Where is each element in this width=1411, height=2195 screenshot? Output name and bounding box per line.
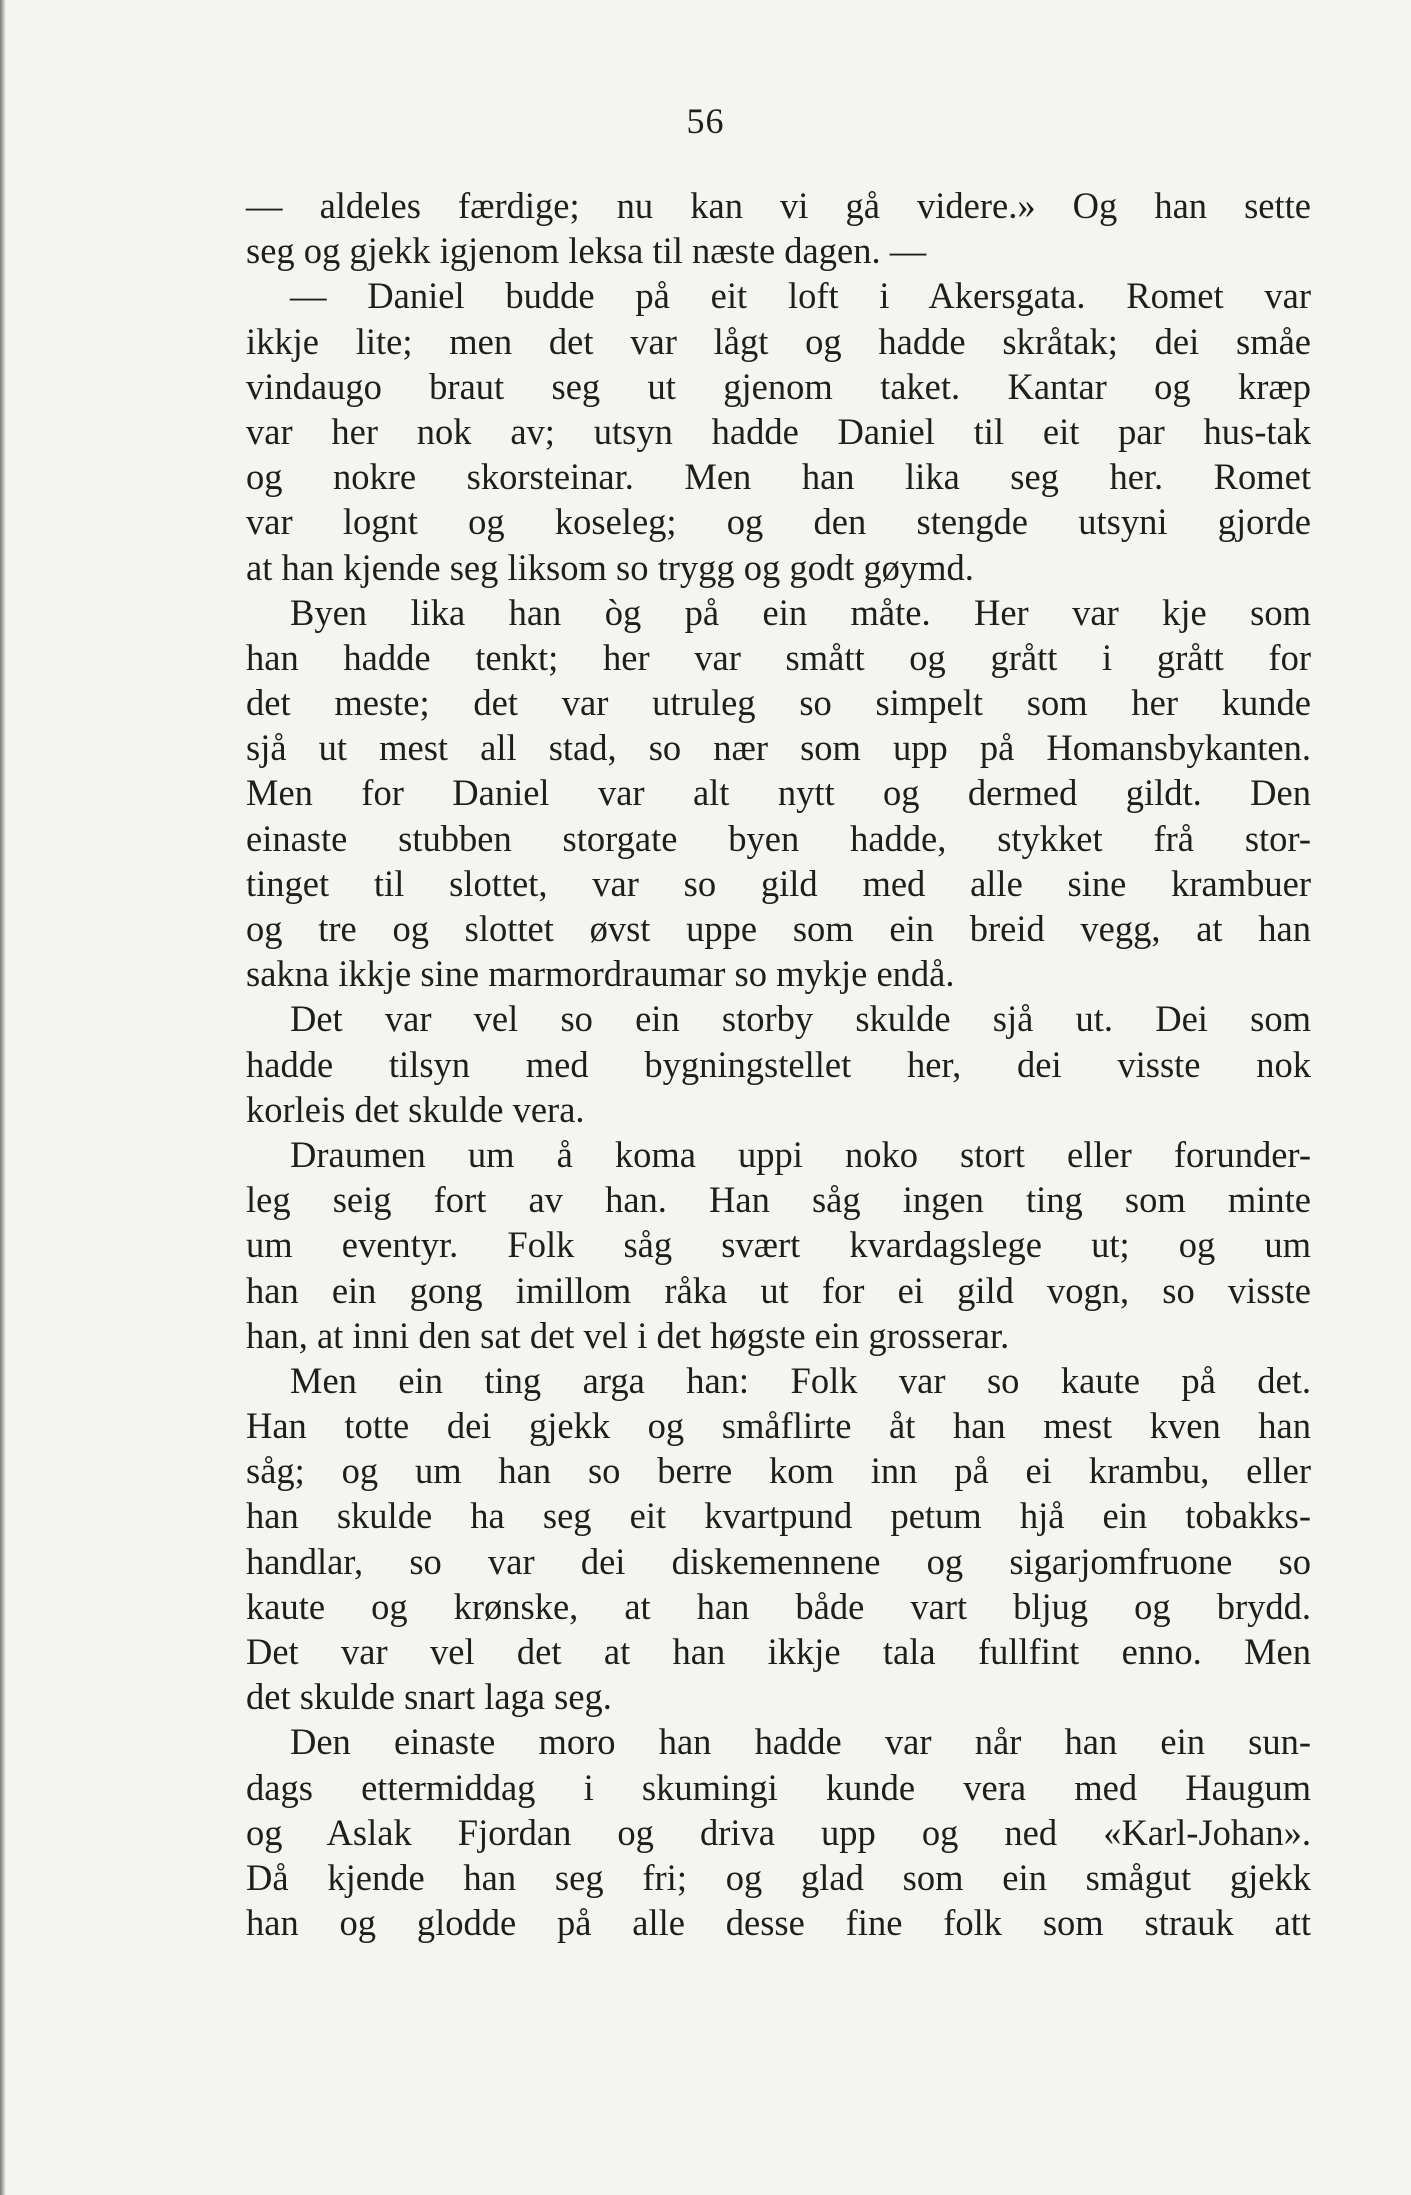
text-line: sjå ut mest all stad, so nær som upp på Homansbykanten. [246,727,1311,769]
text-line: dags ettermiddag i skumingi kunde vera med Haugum [246,1766,1311,1808]
text-line: det skulde snart laga seg. [246,1676,612,1718]
text-line: Men ein ting arga han: Folk var so kaute på det. [290,1359,1311,1401]
text-line: Han totte dei gjekk og småflirte åt han mest kven han [246,1405,1311,1447]
text-line: Det var vel det at han ikkje tala fullfint enno. Men [246,1631,1311,1672]
text-line: leg seig fort av han. Han såg ingen ting som minte [246,1179,1311,1221]
text-line: seg og gjekk igjenom leksa til næste dagen. — [246,230,927,272]
text-line: — Daniel budde på eit loft i Akersgata. Romet var [290,275,1311,317]
text-line: han skulde ha seg eit kvartpund petum hjå ein tobakks- [246,1495,1311,1537]
text-line: han hadde tenkt; her var smått og grått i grått for [246,636,1311,678]
text-line: var lognt og koseleg; og den stengde utsyni gjorde [246,501,1311,543]
text-line: og Aslak Fjordan og driva upp og ned «Karl-Johan». [246,1811,1311,1853]
page-number: 56 [686,101,725,141]
text-line: tinget til slottet, var so gild med alle sine krambuer [246,862,1311,904]
text-line: — aldeles færdige; nu kan vi gå videre.» Og han sette [246,185,1311,226]
text-line: Det var vel so ein storby skulde sjå ut. Dei som [290,998,1311,1040]
body-text [246,183,1311,1945]
text-line: at han kjende seg liksom so trygg og godt gøymd. [246,546,974,588]
text-line: einaste stubben storgate byen hadde, stykket frå stor- [246,817,1311,859]
text-line: Byen lika han òg på ein måte. Her var kje som [290,591,1311,633]
text-line: og tre og slottet øvst uppe som ein breid vegg, at han [246,908,1311,949]
text-line: sakna ikkje sine marmordraumar so mykje endå. [246,953,955,995]
page-edge-shadow [0,0,6,2195]
text-line: og nokre skorsteinar. Men han lika seg her. Romet [246,456,1311,498]
text-line: kaute og krønske, at han både vart bljug og brydd. [246,1585,1311,1627]
text-line: ikkje lite; men det var lågt og hadde skråtak; dei småe [246,320,1311,362]
text-line: han, at inni den sat det vel i det høgste ein grosserar. [246,1314,1010,1356]
text-line: han og glodde på alle desse fine folk som strauk att [246,1902,1311,1944]
text-line: handlar, so var dei diskemennene og sigarjomfruone so [246,1540,1311,1582]
text-line: det meste; det var utruleg so simpelt som her kunde [246,682,1311,724]
text-line: var her nok av; utsyn hadde Daniel til eit par hus-tak [246,410,1311,452]
text-line: såg; og um han so berre kom inn på ei krambu, eller [246,1450,1311,1492]
text-line: vindaugo braut seg ut gjenom taket. Kantar og kræр [246,365,1311,407]
text-line: hadde tilsyn med bygningstellet her, dei visste nok [246,1043,1311,1085]
text-line: Den einaste moro han hadde var når han ein sun- [290,1721,1311,1763]
text-line: Men for Daniel var alt nytt og dermed gildt. Den [246,772,1311,814]
text-line: korleis det skulde vera. [246,1088,585,1130]
text-line: um eventyr. Folk såg svært kvardagslege ut; og um [246,1224,1311,1266]
text-line: han ein gong imillom råka ut for ei gild vogn, so visste [246,1269,1311,1311]
text-line: Draumen um å koma uppi noko stort eller forunder- [290,1133,1311,1175]
text-line: Då kjende han seg fri; og glad som ein smågut gjekk [246,1856,1311,1898]
